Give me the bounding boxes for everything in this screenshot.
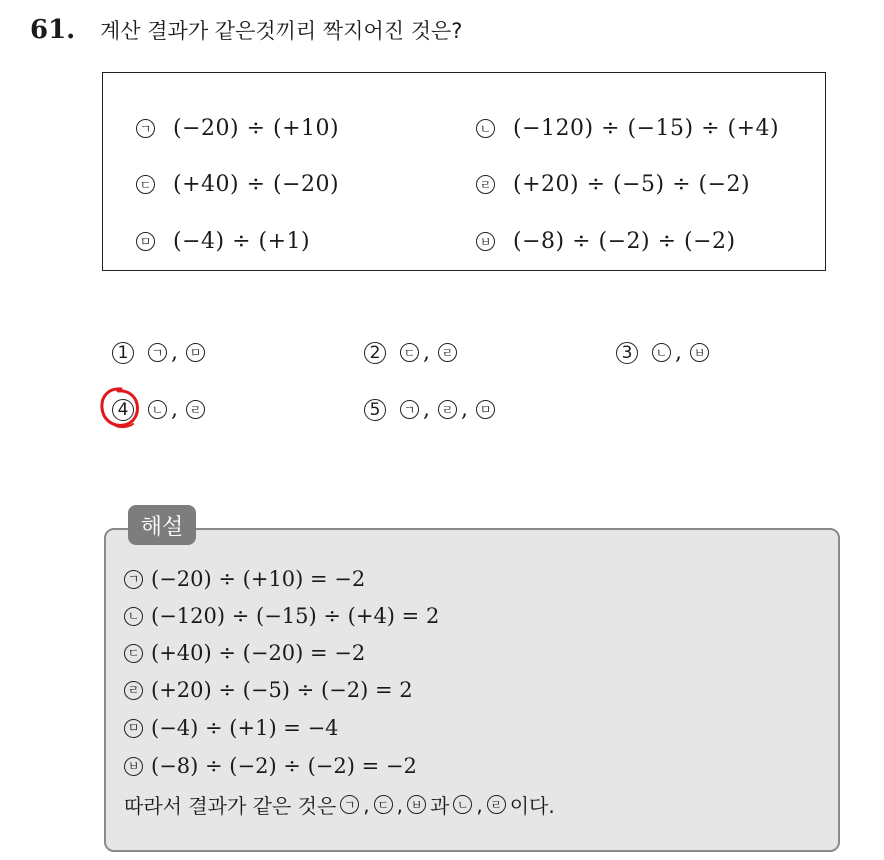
- choice-number: 3: [616, 342, 638, 364]
- conclusion-suffix: 이다.: [509, 794, 555, 818]
- question-number: 61.: [30, 15, 76, 45]
- marker-digeut-icon: ㄷ: [374, 795, 393, 814]
- choice-number: 2: [364, 342, 386, 364]
- marker-rieul-icon: ㄹ: [438, 343, 457, 362]
- marker-nieun-icon: ㄴ: [453, 795, 472, 814]
- marker-mieum-icon: ㅁ: [136, 232, 155, 251]
- conclusion-mid: 과: [430, 794, 450, 818]
- expression-text: (−8) ÷ (−2) ÷ (−2): [513, 229, 736, 254]
- solution-line: [124, 641, 365, 665]
- marker-rieul-icon: ㄹ: [487, 795, 506, 814]
- expression-text: (+40) ÷ (−20): [173, 172, 340, 197]
- solution-text: (−4) ÷ (+1) = −4: [151, 716, 339, 740]
- choice-3[interactable]: 3 ㄴ , ㅂ: [616, 340, 709, 365]
- marker-bieup-icon: ㅂ: [407, 795, 426, 814]
- marker-nieun-icon: ㄴ: [148, 400, 167, 419]
- solution-conclusion: 따라서 결과가 같은 것은 ㄱ , ㄷ , ㅂ 과 ㄴ , ㄹ 이다.: [124, 790, 555, 819]
- marker-digeut-icon: ㄷ: [400, 343, 419, 362]
- marker-nieun-icon: ㄴ: [124, 607, 143, 626]
- marker-mieum-icon: ㅁ: [476, 400, 495, 419]
- expression-text: (−120) ÷ (−15) ÷ (+4): [513, 116, 780, 141]
- marker-giyeok-icon: ㄱ: [124, 570, 143, 589]
- choice-number: 1: [112, 342, 134, 364]
- expression-item: [136, 172, 339, 197]
- solution-text: (+20) ÷ (−5) ÷ (−2) = 2: [151, 678, 413, 702]
- marker-bieup-icon: ㅂ: [476, 232, 495, 251]
- solution-line: [124, 678, 413, 702]
- question-header: [30, 12, 462, 48]
- marker-digeut-icon: ㄷ: [136, 175, 155, 194]
- choice-4[interactable]: 4 ㄴ , ㄹ: [112, 397, 205, 422]
- solution-line: [124, 567, 365, 591]
- solution-text: (−120) ÷ (−15) ÷ (+4) = 2: [151, 604, 440, 628]
- choice-5[interactable]: 5 ㄱ , ㄹ , ㅁ: [364, 397, 495, 422]
- solution-line: [124, 604, 439, 628]
- solution-text: (−8) ÷ (−2) ÷ (−2) = −2: [151, 754, 417, 778]
- expression-item: [136, 116, 339, 141]
- marker-giyeok-icon: ㄱ: [400, 400, 419, 419]
- marker-rieul-icon: ㄹ: [124, 681, 143, 700]
- solution-line: [124, 754, 417, 778]
- marker-rieul-icon: ㄹ: [476, 175, 495, 194]
- expression-text: (−4) ÷ (+1): [173, 229, 311, 254]
- solution-label: 해설: [128, 505, 196, 545]
- marker-bieup-icon: ㅂ: [124, 757, 143, 776]
- expression-item: [136, 229, 310, 254]
- expression-text: (−20) ÷ (+10): [173, 116, 340, 141]
- marker-nieun-icon: ㄴ: [476, 119, 495, 138]
- expression-item: [476, 229, 736, 254]
- marker-rieul-icon: ㄹ: [438, 400, 457, 419]
- expression-item: [476, 172, 750, 197]
- solution-text: (+40) ÷ (−20) = −2: [151, 641, 366, 665]
- marker-mieum-icon: ㅁ: [124, 719, 143, 738]
- solution-text: (−20) ÷ (+10) = −2: [151, 567, 366, 591]
- expression-item: [476, 116, 779, 141]
- conclusion-prefix: 따라서 결과가 같은 것은: [124, 794, 337, 818]
- expression-text: (+20) ÷ (−5) ÷ (−2): [513, 172, 751, 197]
- choice-number: 4: [112, 399, 134, 421]
- question-text: 계산 결과가 같은것끼리 짝지어진 것은?: [100, 19, 463, 43]
- marker-digeut-icon: ㄷ: [124, 644, 143, 663]
- marker-giyeok-icon: ㄱ: [136, 119, 155, 138]
- marker-mieum-icon: ㅁ: [186, 343, 205, 362]
- marker-rieul-icon: ㄹ: [186, 400, 205, 419]
- solution-line: [124, 716, 339, 740]
- marker-giyeok-icon: ㄱ: [148, 343, 167, 362]
- marker-bieup-icon: ㅂ: [690, 343, 709, 362]
- marker-giyeok-icon: ㄱ: [340, 795, 359, 814]
- choice-2[interactable]: 2 ㄷ , ㄹ: [364, 340, 457, 365]
- choice-1[interactable]: 1 ㄱ , ㅁ: [112, 340, 205, 365]
- marker-nieun-icon: ㄴ: [652, 343, 671, 362]
- choice-number: 5: [364, 399, 386, 421]
